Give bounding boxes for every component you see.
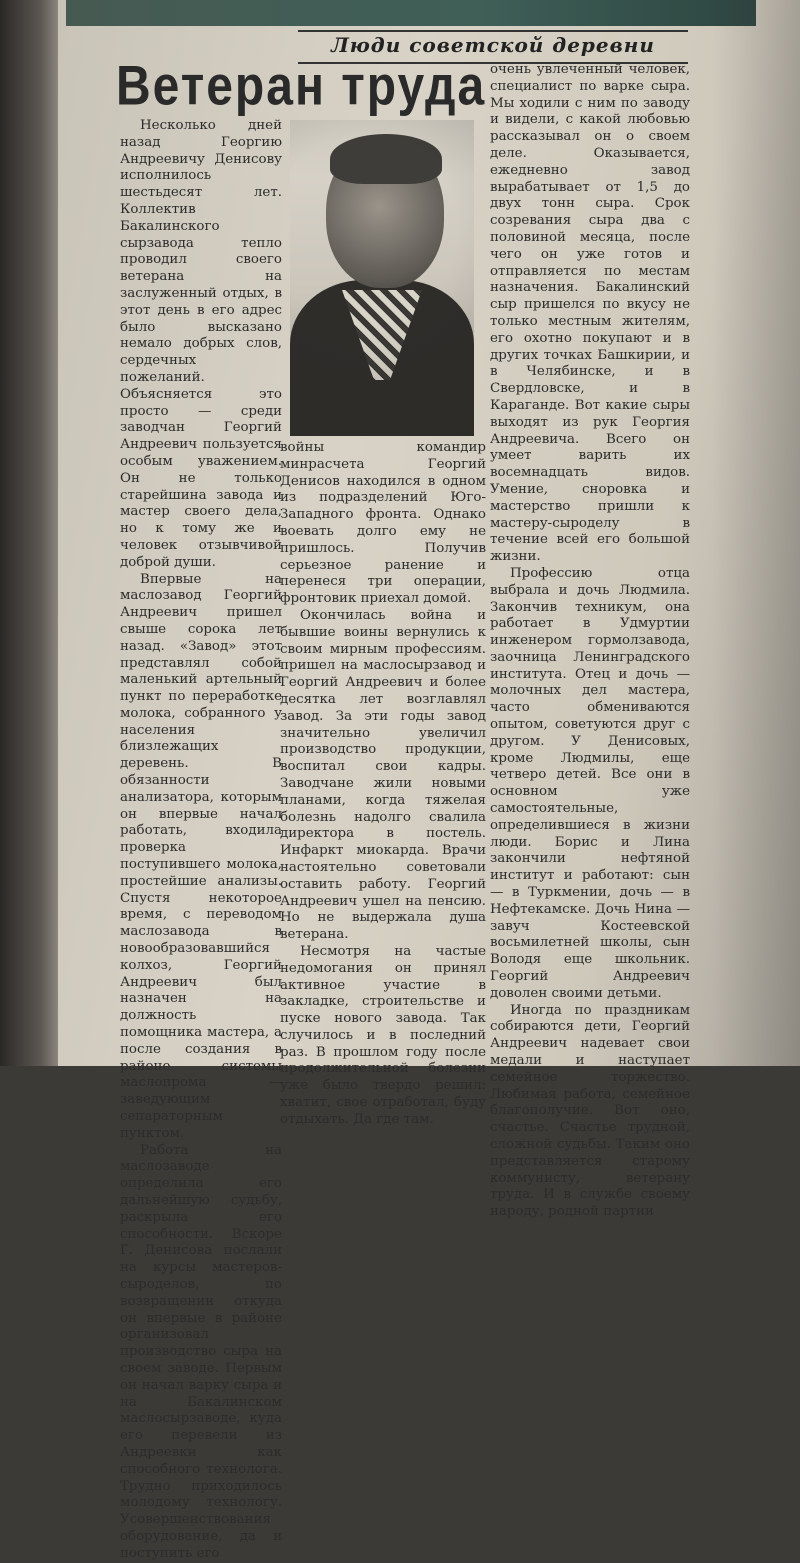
text-column-3 [490, 62, 690, 1221]
text-column-1 [120, 118, 282, 1563]
text-column-2 [280, 440, 486, 1129]
paragraph: войны командир минрасчета Георгий Денисов находился в одном из подразделений Юго-Западного фронта. Однако воевать долго ему не пришлось. Получив серьезное ранение и перенеся три операции, фронтовик приехал домой. [280, 440, 486, 607]
paragraph: Работа на маслозаводе определила его дальнейшую судьбу, раскрыла его способности. Вскоре Г. Денисова послали на курсы мастеров-сыроделов, по возвращении откуда он впервые в районе организовал производство сыра на своем заводе. Первым он начал варку сыра и на Бакалинском маслосырзаводе, куда его перевели из Андреевки как способного технолога. Трудно приходилось молодому технологу. Усовершенствования оборудование, да и поступить его [120, 1142, 282, 1561]
paragraph: Профессию отца выбрала и дочь Людмила. Закончив техникум, она работает в Удмуртии инженером гормолзавода, заочница Ленинградского института. Отец и дочь — молочных дел мастера, часто обмениваются опытом, советуются друг с другом. У Денисовых, кроме Людмилы, еще четверо детей. Все они в основном уже самостоятельные, определившиеся в жизни люди. Борис и Лина закончили нефтяной институт и работают: сын — в Туркмении, дочь — в Нефтекамске. Дочь Нина — завуч Костеевской восьмилетней школы, сын Володя еще школьник. Георгий Андреевич доволен своими детьми. [490, 565, 690, 1001]
newspaper-page [58, 0, 800, 1561]
page-edge-shadow [712, 0, 800, 1066]
book-spine [0, 0, 58, 1066]
photo-vignette [290, 120, 474, 436]
paragraph: Иногда по праздникам собираются дети, Георгий Андреевич надевает свои медали и наступает семейное торжество. Любимая работа, семейное благополучие. Вот оно, счастье. Счастье трудной, сложной судьбы. Таким оно представляется старому коммунисту, ветерану труда. И в службе своему народу, родной партии [490, 1002, 690, 1220]
portrait-photo [290, 120, 474, 436]
section-rubric: Люди советской деревни [298, 30, 688, 64]
paragraph: Окончилась война и бывшие воины вернулись к своим мирным профессиям. пришел на маслосырзавод и Георгий Андреевич и более десятка лет возглавлял завод. За эти годы завод значительно увеличил производство продукции, воспитал свои кадры. Заводчане жили новыми планами, когда тяжелая болезнь надолго свалила директора в постель. Инфаркт миокарда. Врачи настоятельно советовали оставить работу. Георгий Андреевич ушел на пенсию. Но не выдержала душа ветерана. [280, 607, 486, 943]
top-color-band [66, 0, 756, 26]
paragraph: очень увлеченный человек, специалист по варке сыра. Мы ходили с ним по заводу и видели, с какой любовью рассказывал он о своем деле. Оказывается, ежедневно завод вырабатывает от 1,5 до двух тонн сыра. Срок созревания сыра два с половиной месяца, после чего он уже готов и отправляется по местам назначения. Бакалинский сыр пришелся по вкусу не только местным жителям, его охотно покупают и в других точках Башкирии, и в Челябинске, и в Свердловске, и в Караганде. Вот какие сыры выходят из рук Георгия Андреевича. Всего он умеет варить их восемнадцать видов. Умение, сноровка и мастерство пришли к мастеру-сыроделу в течение всей его большой жизни. [490, 62, 690, 565]
paragraph: Несмотря на частые недомогания он принял активное участие в закладке, строительстве и пуске нового завода. Так случилось и в последний раз. В прошлом году после продолжительной болезни уже было твердо решил: хватит, свое отработал, буду отдыхать. Да где там. [280, 943, 486, 1127]
article-headline: Ветеран труда [116, 56, 487, 118]
paragraph: Несколько дней назад Георгию Андреевичу Денисову исполнилось шестьдесят лет. Коллектив Бакалинского сырзавода тепло проводил своего ветерана на заслуженный отдых, в этот день в его адрес было высказано немало добрых слов, сердечных пожеланий. Объясняется это просто — среди заводчан Георгий Андреевич пользуется особым уважением. Он не только старейшина завода и мастер своего дела, но к тому же и человек отзывчивой доброй души. [120, 118, 282, 570]
paragraph: Впервые на маслозавод Георгий Андреевич пришел свыше сорока лет назад. «Завод» этот представлял собой маленький артельный пункт по переработке молока, собранного у населения близлежащих деревень. В обязанности анализатора, которым он впервые начал работать, входила проверка поступившего молока, простейшие анализы. Спустя некоторое время, с переводом маслозавода в новообразовавшийся колхоз, Георгий Андреевич был назначен на должность помощника мастера, а после создания в районе системы маслопрома — заведующим сепараторным пунктом. [120, 571, 282, 1141]
